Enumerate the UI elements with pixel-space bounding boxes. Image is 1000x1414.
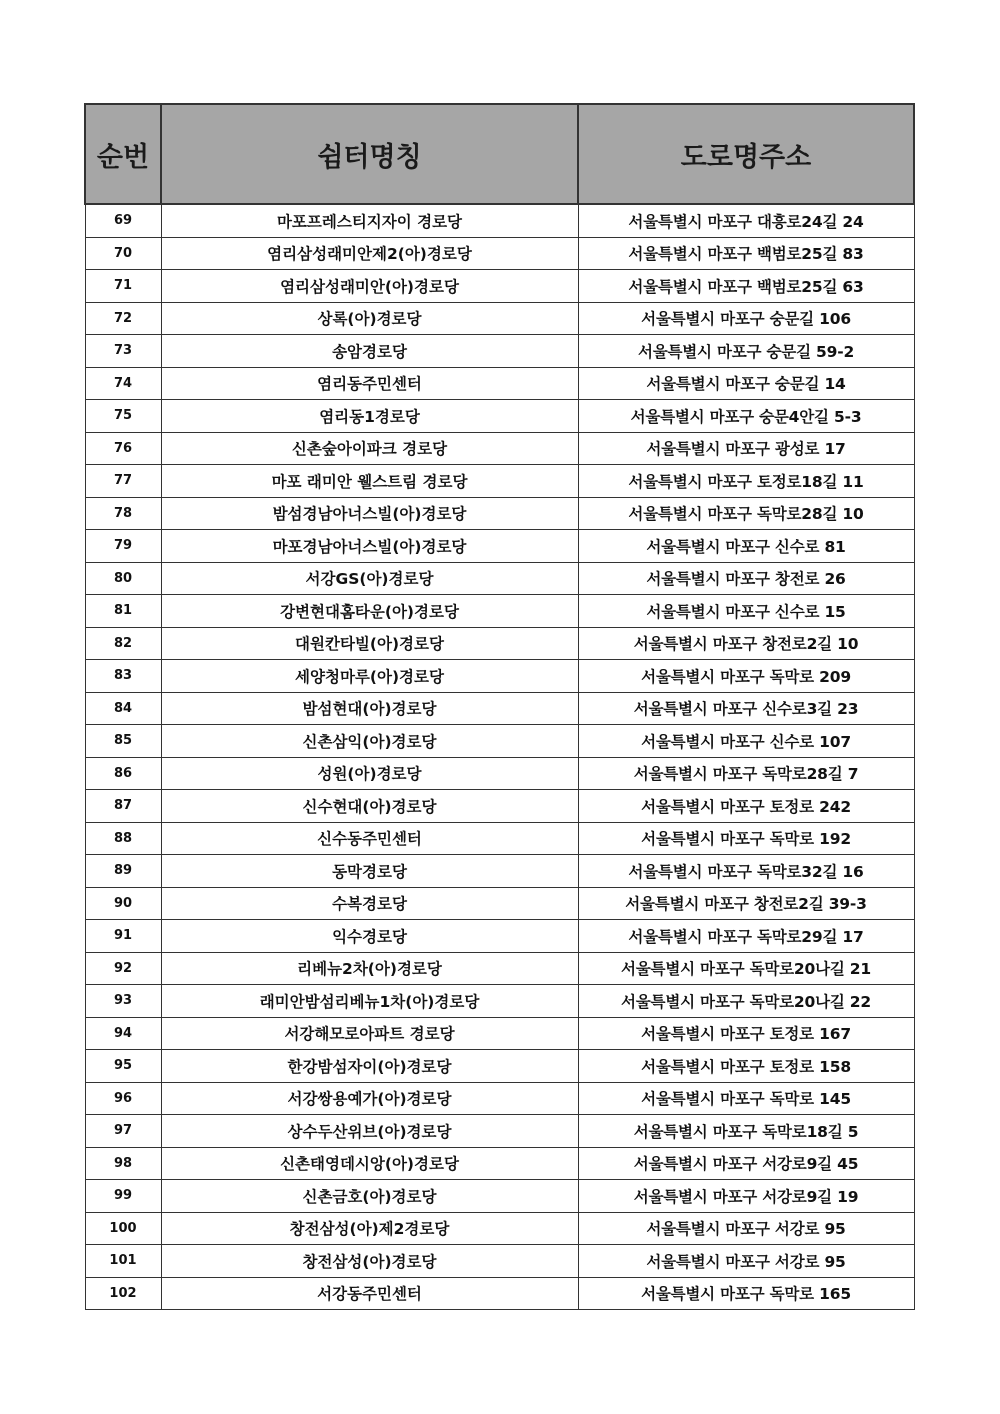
table-row — [85, 920, 914, 953]
table-row — [85, 725, 914, 758]
row-number: 102 — [85, 1277, 161, 1310]
table-row — [85, 432, 914, 465]
row-number: 89 — [85, 855, 161, 888]
row-number: 81 — [85, 595, 161, 628]
shelter-name: 마포경남아너스빌(아)경로당 — [161, 530, 578, 563]
road-address: 서울특별시 마포구 대흥로24길 24 — [578, 204, 914, 237]
row-number: 88 — [85, 822, 161, 855]
road-address: 서울특별시 마포구 서강로9길 45 — [578, 1147, 914, 1180]
row-number: 72 — [85, 302, 161, 335]
shelter-name: 성원(아)경로당 — [161, 757, 578, 790]
road-address: 서울특별시 마포구 서강로 95 — [578, 1245, 914, 1278]
road-address: 서울특별시 마포구 독막로20나길 21 — [578, 952, 914, 985]
shelter-name: 동막경로당 — [161, 855, 578, 888]
table-row — [85, 887, 914, 920]
row-number: 100 — [85, 1212, 161, 1245]
table-row — [85, 1017, 914, 1050]
shelter-name: 한강밤섬자이(아)경로당 — [161, 1050, 578, 1083]
row-number: 93 — [85, 985, 161, 1018]
shelter-name: 신수동주민센터 — [161, 822, 578, 855]
shelter-name: 서강쌍용예가(아)경로당 — [161, 1082, 578, 1115]
row-number: 85 — [85, 725, 161, 758]
road-address: 서울특별시 마포구 신수로 107 — [578, 725, 914, 758]
shelter-name: 염리동1경로당 — [161, 400, 578, 433]
row-number: 71 — [85, 270, 161, 303]
row-number: 70 — [85, 237, 161, 270]
row-number: 74 — [85, 367, 161, 400]
table-row — [85, 270, 914, 303]
table-row — [85, 757, 914, 790]
row-number: 98 — [85, 1147, 161, 1180]
table-row — [85, 204, 914, 237]
table-row — [85, 952, 914, 985]
table-header — [85, 104, 914, 204]
header-row — [85, 104, 914, 204]
road-address: 서울특별시 마포구 신수로 81 — [578, 530, 914, 563]
shelter-name: 염리삼성래미안(아)경로당 — [161, 270, 578, 303]
shelter-name: 상수두산위브(아)경로당 — [161, 1115, 578, 1148]
shelter-name: 리베뉴2차(아)경로당 — [161, 952, 578, 985]
row-number: 83 — [85, 660, 161, 693]
table-row — [85, 530, 914, 563]
table-row — [85, 1180, 914, 1213]
road-address: 서울특별시 마포구 토정로18길 11 — [578, 465, 914, 498]
table-row — [85, 595, 914, 628]
shelter-name: 상록(아)경로당 — [161, 302, 578, 335]
road-address: 서울특별시 마포구 숭문길 14 — [578, 367, 914, 400]
shelter-name: 신촌태영데시앙(아)경로당 — [161, 1147, 578, 1180]
row-number: 80 — [85, 562, 161, 595]
road-address: 서울특별시 마포구 독막로18길 5 — [578, 1115, 914, 1148]
road-address: 서울특별시 마포구 독막로 209 — [578, 660, 914, 693]
table-row — [85, 335, 914, 368]
row-number: 77 — [85, 465, 161, 498]
header-shelter-name: 쉼터명칭 — [161, 104, 578, 204]
road-address: 서울특별시 마포구 독막로32길 16 — [578, 855, 914, 888]
table-row — [85, 1277, 914, 1310]
row-number: 99 — [85, 1180, 161, 1213]
shelter-name: 염리동주민센터 — [161, 367, 578, 400]
shelter-name: 수복경로당 — [161, 887, 578, 920]
table-row — [85, 1147, 914, 1180]
road-address: 서울특별시 마포구 백범로25길 63 — [578, 270, 914, 303]
table-row — [85, 692, 914, 725]
table-row — [85, 400, 914, 433]
table-row — [85, 367, 914, 400]
header-road-address: 도로명주소 — [578, 104, 914, 204]
road-address: 서울특별시 마포구 숭문길 106 — [578, 302, 914, 335]
road-address: 서울특별시 마포구 백범로25길 83 — [578, 237, 914, 270]
row-number: 69 — [85, 204, 161, 237]
road-address: 서울특별시 마포구 독막로28길 7 — [578, 757, 914, 790]
row-number: 94 — [85, 1017, 161, 1050]
row-number: 73 — [85, 335, 161, 368]
road-address: 서울특별시 마포구 토정로 158 — [578, 1050, 914, 1083]
road-address: 서울특별시 마포구 숭문4안길 5-3 — [578, 400, 914, 433]
shelter-name: 익수경로당 — [161, 920, 578, 953]
shelter-table — [84, 103, 915, 1310]
shelter-name: 신수현대(아)경로당 — [161, 790, 578, 823]
table-row — [85, 1115, 914, 1148]
row-number: 96 — [85, 1082, 161, 1115]
table-row — [85, 660, 914, 693]
shelter-name: 신촌삼익(아)경로당 — [161, 725, 578, 758]
shelter-name: 마포프레스티지자이 경로당 — [161, 204, 578, 237]
table-row — [85, 790, 914, 823]
shelter-name: 창전삼성(아)제2경로당 — [161, 1212, 578, 1245]
shelter-name: 세양청마루(아)경로당 — [161, 660, 578, 693]
row-number: 86 — [85, 757, 161, 790]
road-address: 서울특별시 마포구 독막로 165 — [578, 1277, 914, 1310]
row-number: 78 — [85, 497, 161, 530]
row-number: 76 — [85, 432, 161, 465]
road-address: 서울특별시 마포구 독막로29길 17 — [578, 920, 914, 953]
table-row — [85, 562, 914, 595]
row-number: 82 — [85, 627, 161, 660]
shelter-name: 신촌숲아이파크 경로당 — [161, 432, 578, 465]
road-address: 서울특별시 마포구 독막로28길 10 — [578, 497, 914, 530]
shelter-name: 송암경로당 — [161, 335, 578, 368]
table-row — [85, 822, 914, 855]
table-row — [85, 1212, 914, 1245]
row-number: 79 — [85, 530, 161, 563]
shelter-name: 서강GS(아)경로당 — [161, 562, 578, 595]
row-number: 87 — [85, 790, 161, 823]
table-row — [85, 1050, 914, 1083]
table-body — [85, 204, 914, 1310]
road-address: 서울특별시 마포구 독막로 145 — [578, 1082, 914, 1115]
road-address: 서울특별시 마포구 광성로 17 — [578, 432, 914, 465]
shelter-name: 마포 래미안 웰스트림 경로당 — [161, 465, 578, 498]
row-number: 101 — [85, 1245, 161, 1278]
table-row — [85, 497, 914, 530]
table-row — [85, 302, 914, 335]
road-address: 서울특별시 마포구 신수로3길 23 — [578, 692, 914, 725]
row-number: 91 — [85, 920, 161, 953]
shelter-name: 강변현대홈타운(아)경로당 — [161, 595, 578, 628]
road-address: 서울특별시 마포구 창전로 26 — [578, 562, 914, 595]
row-number: 92 — [85, 952, 161, 985]
table-row — [85, 855, 914, 888]
road-address: 서울특별시 마포구 독막로 192 — [578, 822, 914, 855]
row-number: 95 — [85, 1050, 161, 1083]
road-address: 서울특별시 마포구 창전로2길 39-3 — [578, 887, 914, 920]
road-address: 서울특별시 마포구 숭문길 59-2 — [578, 335, 914, 368]
row-number: 84 — [85, 692, 161, 725]
shelter-name: 래미안밤섬리베뉴1차(아)경로당 — [161, 985, 578, 1018]
road-address: 서울특별시 마포구 독막로20나길 22 — [578, 985, 914, 1018]
row-number: 75 — [85, 400, 161, 433]
row-number: 90 — [85, 887, 161, 920]
header-number: 순번 — [85, 104, 161, 204]
road-address: 서울특별시 마포구 신수로 15 — [578, 595, 914, 628]
road-address: 서울특별시 마포구 토정로 242 — [578, 790, 914, 823]
table-row — [85, 985, 914, 1018]
table-row — [85, 465, 914, 498]
shelter-name: 염리삼성래미안제2(아)경로당 — [161, 237, 578, 270]
shelter-name: 밤섬현대(아)경로당 — [161, 692, 578, 725]
table-row — [85, 1245, 914, 1278]
row-number: 97 — [85, 1115, 161, 1148]
road-address: 서울특별시 마포구 서강로9길 19 — [578, 1180, 914, 1213]
table-row — [85, 1082, 914, 1115]
road-address: 서울특별시 마포구 서강로 95 — [578, 1212, 914, 1245]
shelter-name: 서강해모로아파트 경로당 — [161, 1017, 578, 1050]
road-address: 서울특별시 마포구 토정로 167 — [578, 1017, 914, 1050]
shelter-name: 창전삼성(아)경로당 — [161, 1245, 578, 1278]
table-row — [85, 237, 914, 270]
road-address: 서울특별시 마포구 창전로2길 10 — [578, 627, 914, 660]
shelter-name: 신촌금호(아)경로당 — [161, 1180, 578, 1213]
shelter-name: 밤섬경남아너스빌(아)경로당 — [161, 497, 578, 530]
table-row — [85, 627, 914, 660]
shelter-name: 대원칸타빌(아)경로당 — [161, 627, 578, 660]
shelter-name: 서강동주민센터 — [161, 1277, 578, 1310]
